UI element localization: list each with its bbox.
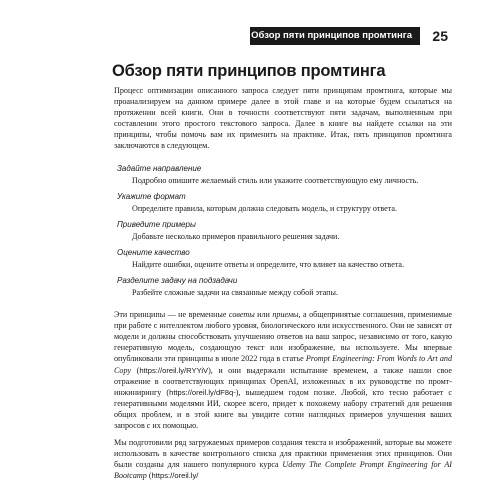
section-heading: Обзор пяти принципов промтинга — [112, 62, 386, 80]
principle-item — [114, 163, 452, 186]
text-run: , а общепринятые соглашения, применимые при работе с интеллектом любого уровня, биологического или искусственного. Они не зависят от модели и должны способствовать улучшению ответов на ваш запрос, независимо от того, какую генеративную модель, создающую текст или изображение, вы используете. Мы впервые опубликовали эти принципы в июле 2022 года в статье — [114, 310, 452, 364]
article-title: Prompt Engineering: From Words to Art and Copy — [114, 354, 452, 375]
principle-term: Задайте направление — [117, 163, 202, 173]
text-run: Мы подготовили ряд загружаемых примеров создания текста и изображений, которые вы можете использовать в качестве контрольного списка для практики применения этих принципов. Они были созданы для нашего популярного курса — [114, 438, 452, 470]
principle-description: Найдите ошибки, оцените ответы и определите, что влияет на качество ответа. — [132, 259, 405, 269]
course-title: Udemy The Complete Prompt Engineering for AI Bootcamp — [114, 460, 453, 481]
principle-item — [114, 219, 452, 242]
principle-description: Подробно опишите желаемый стиль или укажите соответствующую ему личность. — [132, 175, 419, 185]
text-run: Эти принципы — не временные — [114, 310, 229, 320]
principle-item — [114, 275, 452, 298]
intro-paragraph: Процесс оптимизации описанного запроса следует пяти принципам промтинга, которые мы проанализируем на данном примере далее в этой главе и на которые будем ссылаться на протяжении всей книги. Они в точности соответствуют пяти задачам, выполненным при составлении этого простого текстового запроса. Далее в книге вы найдете ссылки на эти принципы, чтобы помочь вам их применить на практике. Итак, пять принципов промтинга заключаются в следующем. — [114, 86, 452, 151]
principles-list — [114, 163, 452, 298]
page-content — [114, 85, 452, 481]
principle-term: Разделите задачу на подзадачи — [117, 275, 238, 285]
course-link[interactable]: https://oreil.ly/ — [151, 471, 199, 481]
text-run: ), и они выдержали испытание временем, а также нашли свое отражение в соответствующих принципах OpenAI, изложенных в их руководстве по промт-инжинирингу ( — [114, 365, 452, 397]
emphasis-text: приемы — [272, 310, 299, 320]
article-link[interactable]: https://oreil.ly/RYYiV — [139, 365, 209, 375]
emphasis-text: советы — [228, 310, 255, 320]
principle-term: Приведите примеры — [117, 219, 196, 229]
body-paragraph — [114, 309, 452, 431]
principle-term: Оцените качество — [117, 247, 190, 257]
body-paragraph — [114, 437, 452, 481]
page-number: 25 — [432, 28, 448, 44]
running-header: Обзор пяти принципов промтинга — [250, 27, 420, 45]
text-run: ( — [131, 365, 140, 375]
principle-item — [114, 191, 452, 214]
principle-description: Разбейте сложные задачи на связанные между собой этапы. — [132, 287, 338, 297]
principle-description: Определите правила, которым должна следовать модель, и структуру ответа. — [132, 203, 397, 213]
principle-item — [114, 247, 452, 270]
text-run: или — [254, 310, 273, 320]
text-run: ( — [146, 471, 152, 481]
guide-link[interactable]: https://oreil.ly/dF8q- — [169, 387, 236, 397]
principle-description: Добавьте несколько примеров правильного решения задачи. — [132, 231, 340, 241]
principle-term: Укажите формат — [117, 191, 186, 201]
text-run: ), вышедшем годом позже. Любой, кто тесно работает с генеративными моделями ИИ, скорее всего, придет к похожему набору стратегий для решения общих проблем, и в этой книге вы увидите сотни наглядных примеров улучшения ваших запросов с их помощью. — [114, 387, 452, 430]
